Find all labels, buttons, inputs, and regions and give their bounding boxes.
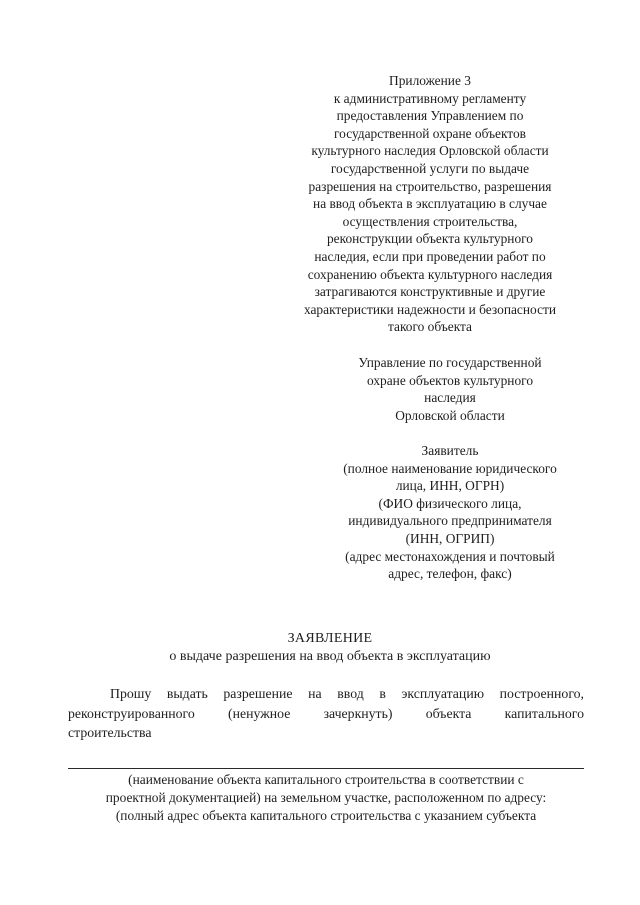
applicant-line: (адрес местонахождения и почтовый (345, 548, 555, 564)
body-line: реконструированного (ненужное зачеркнуть) объекта капитального (68, 705, 584, 721)
title-heading: ЗАЯВЛЕНИЕ (287, 631, 373, 646)
note-line: (наименование объекта капитального строительства в соответствии с (128, 772, 524, 787)
body-line: строительства (68, 725, 152, 740)
appendix-line: разрешения на строительство, разрешения (308, 178, 552, 194)
recipient-line: охране объектов культурного (366, 372, 534, 388)
applicant-line: индивидуального предпринимателя (348, 513, 552, 529)
applicant-line: Заявитель (421, 443, 479, 458)
title-subheading: о выдаче разрешения на ввод объекта в эксплуатацию (169, 649, 491, 664)
appendix-line: затрагиваются конструктивные и другие (314, 284, 546, 300)
appendix-line: сохранению объекта культурного наследия (307, 266, 553, 282)
recipient-line: Управление по государственной (358, 355, 542, 370)
appendix-line: культурного наследия Орловской области (311, 143, 549, 159)
recipient-block (310, 354, 590, 424)
applicant-line: лица, ИНН, ОГРН) (395, 478, 505, 494)
applicant-line: адрес, телефон, факс) (388, 566, 512, 582)
appendix-line: государственной охране объектов (334, 125, 526, 141)
appendix-line: осуществления строительства, (342, 213, 518, 229)
recipient-line: Орловской области (395, 407, 505, 423)
appendix-line: характеристики надежности и безопасности (303, 301, 557, 317)
document-title (0, 630, 640, 666)
note-line: (полный адрес объекта капитального строительства с указанием субъекта (115, 808, 537, 824)
appendix-line: государственной услуги по выдаче (330, 160, 530, 176)
appendix-line: предоставления Управлением по (336, 108, 524, 124)
object-name-fill-line (68, 768, 584, 769)
fill-line-note (60, 771, 592, 826)
applicant-block (310, 442, 590, 583)
appendix-line: на ввод объекта в эксплуатацию в случае (313, 196, 547, 212)
applicant-line: (ИНН, ОГРИП) (405, 530, 495, 546)
note-line: проектной документацией) на земельном участке, расположенном по адресу: (105, 790, 547, 806)
appendix-line: наследия, если при проведении работ по (314, 248, 546, 264)
appendix-line: такого объекта (387, 319, 472, 335)
applicant-line: (ФИО физического лица, (378, 495, 522, 511)
appendix-line: Приложение 3 (389, 73, 471, 88)
application-body (68, 684, 584, 743)
appendix-line: к административному регламенту (333, 90, 527, 106)
recipient-line: наследия (424, 390, 476, 406)
applicant-line: (полное наименование юридического (343, 460, 557, 476)
appendix-header (270, 72, 590, 336)
body-line: Прошу выдать разрешение на ввод в эксплуатацию построенного, (110, 686, 584, 701)
appendix-line: реконструкции объекта культурного (326, 231, 533, 247)
